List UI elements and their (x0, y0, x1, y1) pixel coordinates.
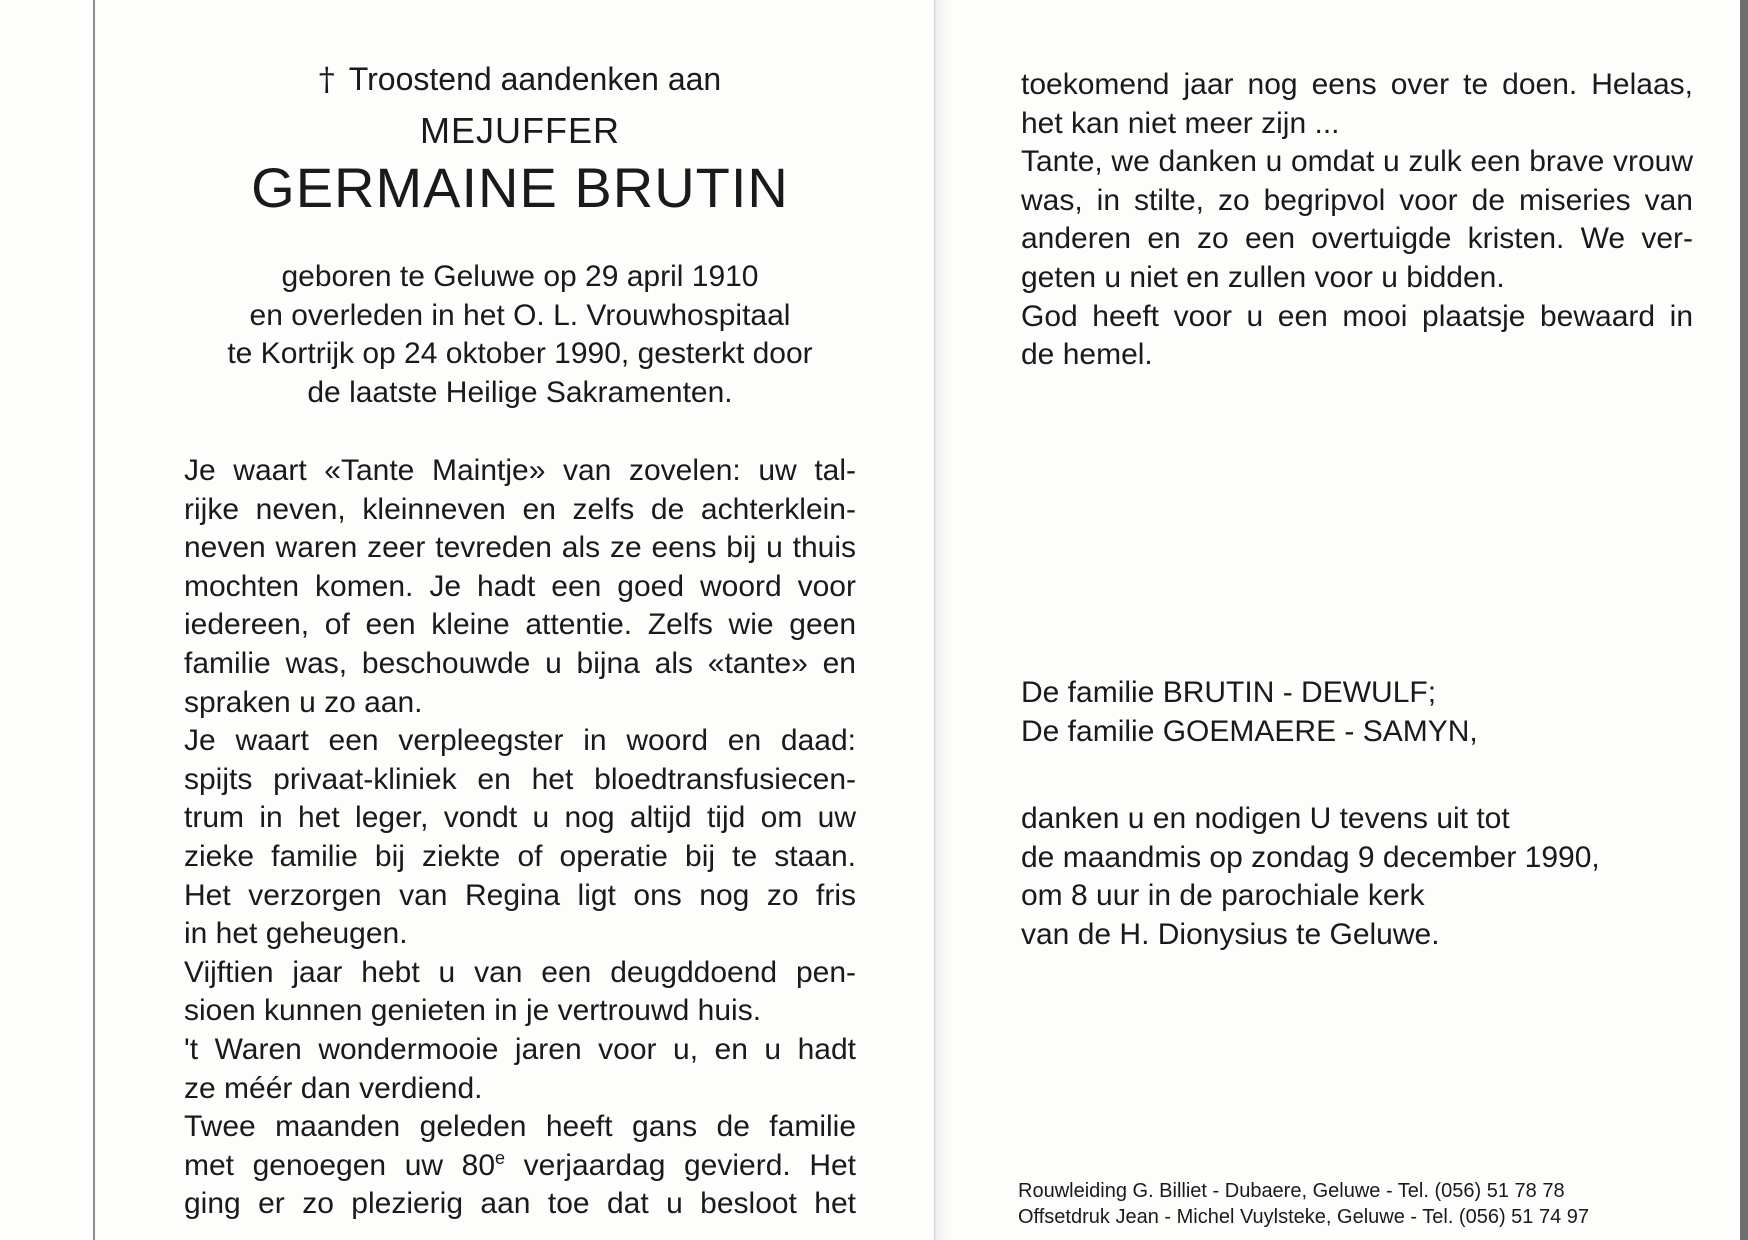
memorial-header (184, 58, 856, 412)
invitation-line: danken u en nodigen U tevens uit tot (1021, 802, 1510, 835)
tribute-line: Je waart «Tante Maintje» van zovelen: uw tal- (184, 454, 856, 487)
tribute-line: iedereen, of een kleine attentie. Zelfs wie geen (184, 608, 856, 642)
tribute-line: ging er zo plezierig aan toe dat u besloot het (184, 1187, 856, 1221)
tribute-line: Tante, we danken u omdat u zulk een brave vrouw (1021, 145, 1693, 179)
details-line: en overleden in het O. L. Vrouwhospitaal (249, 298, 791, 332)
invitation-line: van de H. Dionysius te Geluwe. (1021, 917, 1440, 951)
tribute-line: Twee maanden geleden heeft gans de familie (184, 1110, 856, 1144)
tribute-line: ze méér dan verdiend. (184, 1071, 483, 1105)
tribute-line: 't Waren wondermooie jaren voor u, en u hadt (184, 1032, 856, 1066)
tribute-line: spijts privaat-kliniek en het bloedtransfusiecen- (184, 762, 856, 796)
mass-invitation (1021, 800, 1721, 954)
tribute-line: zieke familie bij ziekte of operatie bij te staan. (184, 839, 856, 873)
tribute-line: sioen kunnen genieten in je vertrouwd huis. (184, 994, 762, 1028)
tribute-line: trum in het leger, vondt u nog altijd tijd om uw (184, 801, 856, 835)
tribute-line: God heeft voor u een mooi plaatsje bewaard in (1021, 299, 1693, 333)
details-line: de laatste Heilige Sakramenten. (307, 375, 733, 409)
tribute-line: neven waren zeer tevreden als ze eens bij u thuis (184, 531, 856, 565)
tribute-line: anderen en zo een overtuigde kristen. We ver- (1021, 222, 1693, 256)
tribute-line: familie was, beschouwde u bijna als «tante» en (184, 646, 856, 680)
tribute-line: Vijftien jaar hebt u van een deugddoend pen- (184, 955, 856, 989)
credit-line: Offsetdruk Jean - Michel Vuylsteke, Geluwe - Tel. (056) 51 74 97 (1018, 1206, 1590, 1228)
anniversary-text: met genoegen uw 80 (184, 1148, 496, 1182)
anniversary-tail: verjaardag gevierd. Het (505, 1148, 856, 1182)
card-left-edge (93, 0, 95, 1240)
honorific: MEJUFFER (420, 110, 620, 151)
details-line: te Kortrijk op 24 oktober 1990, gesterkt door (227, 337, 813, 370)
right-page (1021, 66, 1693, 375)
left-page (184, 58, 856, 1224)
intro-text: Troostend aandenken aan (348, 61, 722, 97)
tribute-line: de hemel. (1021, 338, 1153, 372)
tribute-line: Je waart een verpleegster in woord en daad: (184, 724, 856, 758)
family-line: De familie BRUTIN - DEWULF; (1021, 676, 1437, 709)
birth-death-details (184, 258, 856, 412)
family-signatures (1021, 674, 1721, 751)
intro-line (184, 58, 856, 100)
ordinal-suffix: e (495, 1147, 506, 1168)
tribute-line: rijke neven, kleinneven en zelfs de achterklein- (184, 492, 856, 526)
credit-line: Rouwleiding G. Billiet - Dubaere, Geluwe - Tel. (056) 51 78 78 (1018, 1180, 1565, 1202)
tribute-text (184, 452, 856, 1224)
invitation-line: om 8 uur in de parochiale kerk (1021, 879, 1425, 913)
card-fold-shadow (936, 0, 950, 1240)
tribute-line: het kan niet meer zijn ... (1021, 106, 1340, 140)
deceased-name: GERMAINE BRUTIN (251, 156, 789, 219)
tribute-line: was, in stilte, zo begripvol voor de miseries van (1021, 183, 1693, 217)
tribute-line: Het verzorgen van Regina ligt ons nog zo fris (184, 878, 856, 912)
tribute-line-anniversary (184, 1147, 856, 1186)
tribute-line: mochten komen. Je hadt een goed woord voor (184, 569, 856, 603)
card-right-edge (1740, 0, 1748, 1240)
cross-icon: † (318, 60, 335, 98)
tribute-line: in het geheugen. (184, 917, 408, 951)
tribute-continued (1021, 66, 1693, 375)
tribute-line: toekomend jaar nog eens over te doen. Helaas, (1021, 68, 1693, 101)
printer-credits (1018, 1178, 1690, 1230)
family-line: De familie GOEMAERE - SAMYN, (1021, 714, 1478, 748)
details-line: geboren te Geluwe op 29 april 1910 (281, 260, 759, 293)
tribute-line: spraken u zo aan. (184, 685, 423, 719)
tribute-line: geten u niet en zullen voor u bidden. (1021, 260, 1505, 294)
invitation-line: de maandmis op zondag 9 december 1990, (1021, 840, 1600, 874)
